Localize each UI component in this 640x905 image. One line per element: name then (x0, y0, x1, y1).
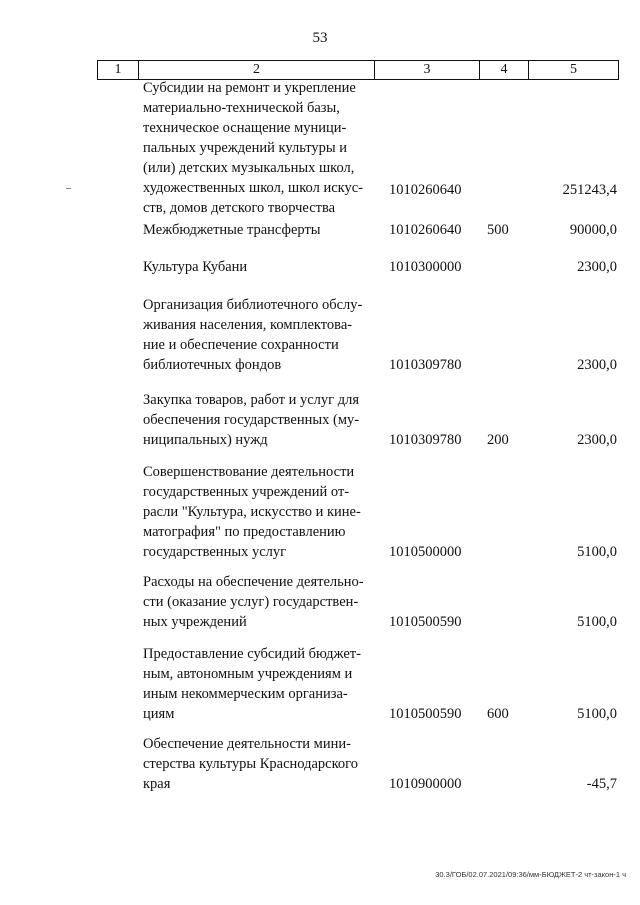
row-type: 600 (487, 706, 509, 722)
table-header (97, 60, 619, 80)
row-code: 1010260640 (389, 222, 462, 238)
row-code: 1010500590 (389, 706, 462, 722)
description-line: стерства культуры Краснодарского (143, 756, 358, 772)
header-col-4: 4 (480, 61, 529, 79)
description-line: ние и обеспечение сохранности (143, 337, 339, 353)
description-line: Предоставление субсидий бюджет- (143, 646, 361, 662)
row-amount: 2300,0 (577, 357, 617, 373)
row-description (143, 257, 373, 277)
row-amount: 5100,0 (577, 544, 617, 560)
page-number: 53 (312, 30, 328, 46)
row-code: 1010260640 (389, 182, 462, 198)
row-code: 1010309780 (389, 432, 462, 448)
description-line: государственных услуг (143, 544, 287, 560)
row-description (143, 644, 373, 724)
description-line: Совершенствование деятельности (143, 464, 355, 480)
description-line: Обеспечение деятельности мини- (143, 736, 351, 752)
description-line: Расходы на обеспечение деятельно- (143, 574, 364, 590)
description-line: пальных учреждений культуры и (143, 140, 348, 156)
description-line: сти (оказание услуг) государствен- (143, 594, 359, 610)
description-line: (или) детских музыкальных школ, (143, 160, 355, 176)
row-type: 200 (487, 432, 509, 448)
header-col-1: 1 (98, 61, 139, 79)
row-code: 1010300000 (389, 259, 462, 275)
row-code: 1010900000 (389, 776, 462, 792)
header-col-5: 5 (570, 62, 577, 77)
header-col-2: 2 (139, 61, 375, 79)
description-line: техническое оснащение муници- (143, 120, 347, 136)
row-description (143, 220, 373, 240)
row-description (143, 734, 373, 794)
description-line: государственных учреждений от- (143, 484, 350, 500)
description-line: расли "Культура, искусство и кине- (143, 504, 361, 520)
description-line: матография" по предоставлению (143, 524, 346, 540)
row-amount: 5100,0 (577, 614, 617, 630)
row-description (143, 572, 373, 632)
row-amount: 5100,0 (577, 706, 617, 722)
row-description (143, 462, 373, 562)
description-line: живания населения, комплектова- (143, 317, 353, 333)
description-line: ниципальных) нужд (143, 432, 268, 448)
description-line: Межбюджетные трансферты (143, 222, 321, 238)
row-code: 1010309780 (389, 357, 462, 373)
description-line: Организация библиотечного обслу- (143, 297, 363, 313)
description-line: Закупка товаров, работ и услуг для (143, 392, 360, 408)
row-amount: 251243,4 (562, 182, 617, 198)
description-line: Субсидии на ремонт и укрепление (143, 80, 356, 96)
description-line: циям (143, 706, 175, 722)
description-line: художественных школ, школ искус- (143, 180, 363, 196)
description-line: ным, автономным учреждениям и (143, 666, 353, 682)
description-line: библиотечных фондов (143, 357, 282, 373)
header-col-3: 3 (375, 61, 480, 79)
description-line: ных учреждений (143, 614, 247, 630)
row-description (143, 390, 373, 450)
scan-mark (66, 188, 71, 189)
row-amount: -45,7 (586, 776, 617, 792)
description-line: иным некоммерческим организа- (143, 686, 348, 702)
row-code: 1010500590 (389, 614, 462, 630)
description-line: Культура Кубани (143, 259, 248, 275)
description-line: обеспечения государственных (му- (143, 412, 360, 428)
row-description (143, 295, 373, 375)
row-amount: 90000,0 (569, 222, 617, 238)
row-amount: 2300,0 (577, 432, 617, 448)
row-code: 1010500000 (389, 544, 462, 560)
row-description (143, 78, 373, 218)
row-amount: 2300,0 (577, 259, 617, 275)
document-footer-code: 30.3/ГОБ/02.07.2021/09:36/мм-БЮДЖЕТ-2 чт-закон-1 ч (435, 870, 626, 879)
description-line: края (143, 776, 171, 792)
description-line: ств, домов детского творчества (143, 200, 336, 216)
row-type: 500 (487, 222, 509, 238)
description-line: материально-технической базы, (143, 100, 340, 116)
